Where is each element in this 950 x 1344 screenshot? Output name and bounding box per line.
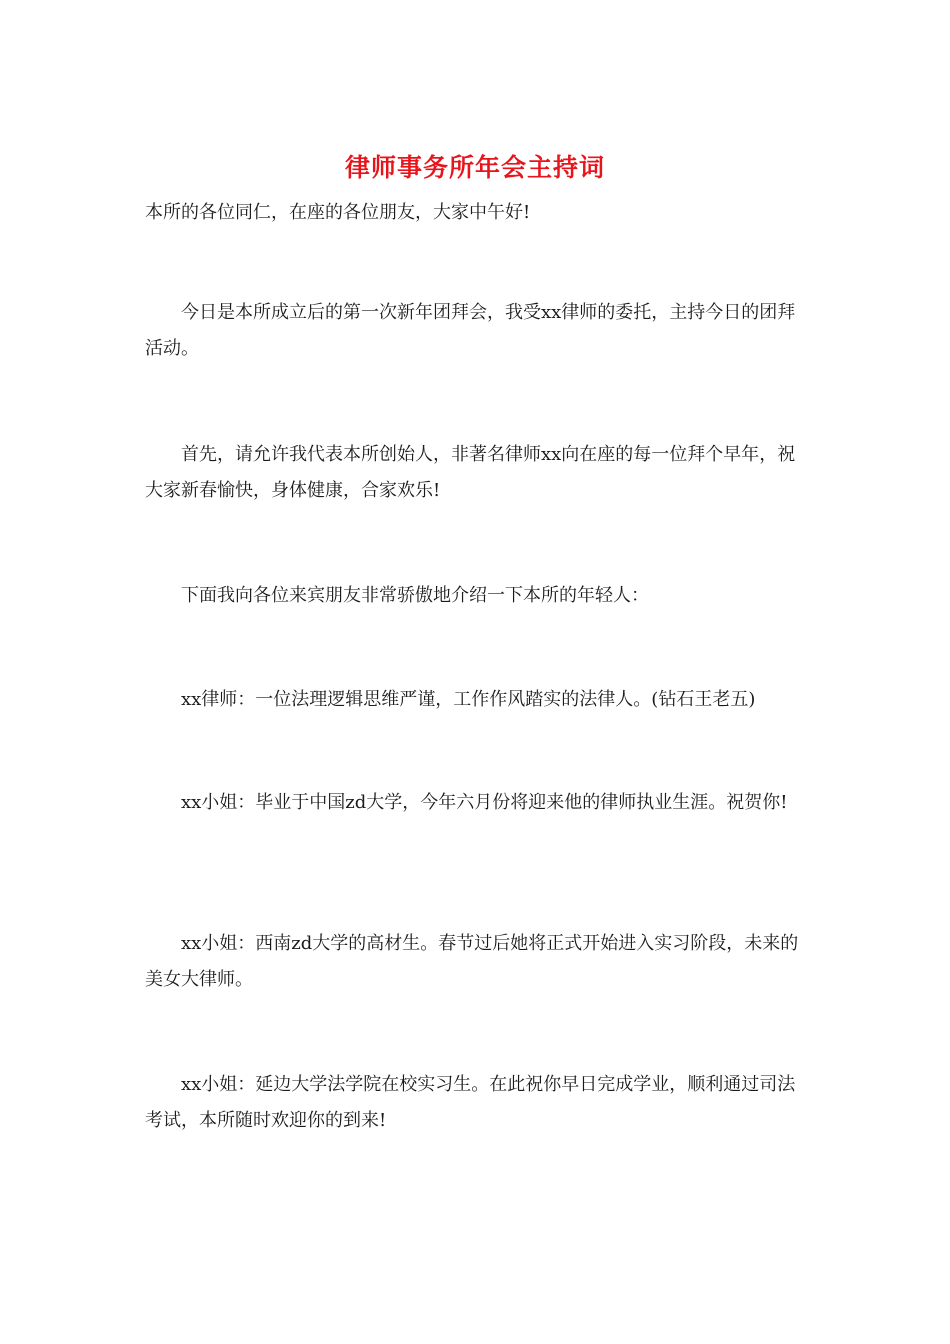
paragraph-miss-xx-2: xx小姐：西南zd大学的高材生。春节过后她将正式开始进入实习阶段，未来的美女大律师。 [145,933,799,990]
paragraph-lawyer-xx: xx律师：一位法理逻辑思维严谨，工作作风踏实的法律人。(钻石王老五) [181,689,756,710]
document-title: 律师事务所年会主持词 [344,153,605,182]
paragraph-new-year-wish: 首先，请允许我代表本所创始人，非著名律师xx向在座的每一位拜个早年，祝大家新春愉快，身体健康，合家欢乐! [145,444,796,501]
paragraph-introduce-young: 下面我向各位来宾朋友非常骄傲地介绍一下本所的年轻人： [181,585,649,606]
paragraph-intro: 今日是本所成立后的第一次新年团拜会，我受xx律师的委托，主持今日的团拜活动。 [145,302,796,359]
paragraph-miss-xx-1: xx小姐：毕业于中国zd大学，今年六月份将迎来他的律师执业生涯。祝贺你! [181,792,788,813]
paragraph-greeting: 本所的各位同仁，在座的各位朋友，大家中午好! [145,202,531,223]
paragraph-miss-xx-3: xx小姐：延边大学法学院在校实习生。在此祝你早日完成学业，顺利通过司法考试，本所随时欢迎你的到来! [145,1074,796,1131]
